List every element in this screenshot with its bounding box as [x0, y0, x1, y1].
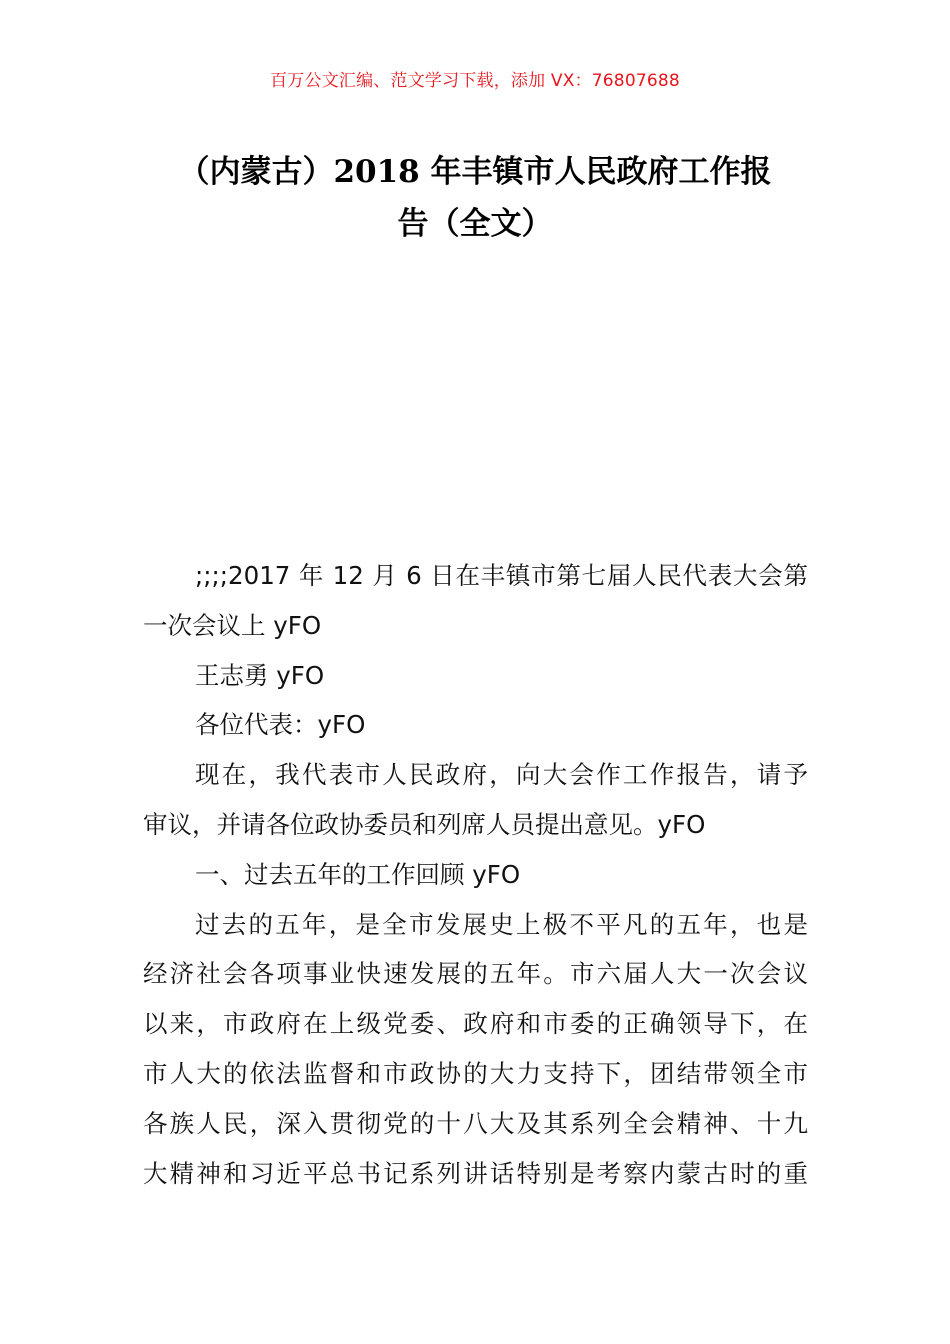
body-line-paragraph: 大精神和习近平总书记系列讲话特别是考察内蒙古时的重: [143, 1158, 808, 1188]
body-line-salutation: 各位代表：yFO: [195, 710, 366, 740]
watermark-header-note: 百万公文汇编、范文学习下载，添加 VX：76807688: [270, 71, 680, 91]
section-heading: 一、过去五年的工作回顾 yFO: [195, 859, 521, 889]
title-line-2: 告（全文）: [397, 206, 553, 242]
body-line-paragraph: 经济社会各项事业快速发展的五年。市六届人大一次会议: [143, 959, 808, 989]
body-line-paragraph: 现在，我代表市人民政府，向大会作工作报告，请予: [195, 760, 808, 790]
body-line-meeting-info-cont: 一次会议上 yFO: [143, 610, 322, 640]
body-line-paragraph: 以来，市政府在上级党委、政府和市委的正确领导下，在: [143, 1009, 808, 1039]
body-line-paragraph: 过去的五年，是全市发展史上极不平凡的五年，也是: [195, 909, 808, 939]
body-line-paragraph: 市人大的依法监督和市政协的大力支持下，团结带领全市: [143, 1058, 808, 1088]
body-line-meeting-info: ;;;;2017 年 12 月 6 日在丰镇市第七届人民代表大会第: [195, 561, 808, 590]
body-line-paragraph: 审议，并请各位政协委员和列席人员提出意见。yFO: [143, 809, 706, 839]
title-line-1: （内蒙古）2018 年丰镇市人民政府工作报: [178, 154, 772, 190]
document-body: [143, 551, 808, 1198]
document-title: [140, 146, 810, 250]
body-line-paragraph: 各族人民，深入贯彻党的十八大及其系列全会精神、十九: [143, 1108, 808, 1138]
body-line-speaker: 王志勇 yFO: [195, 660, 325, 690]
